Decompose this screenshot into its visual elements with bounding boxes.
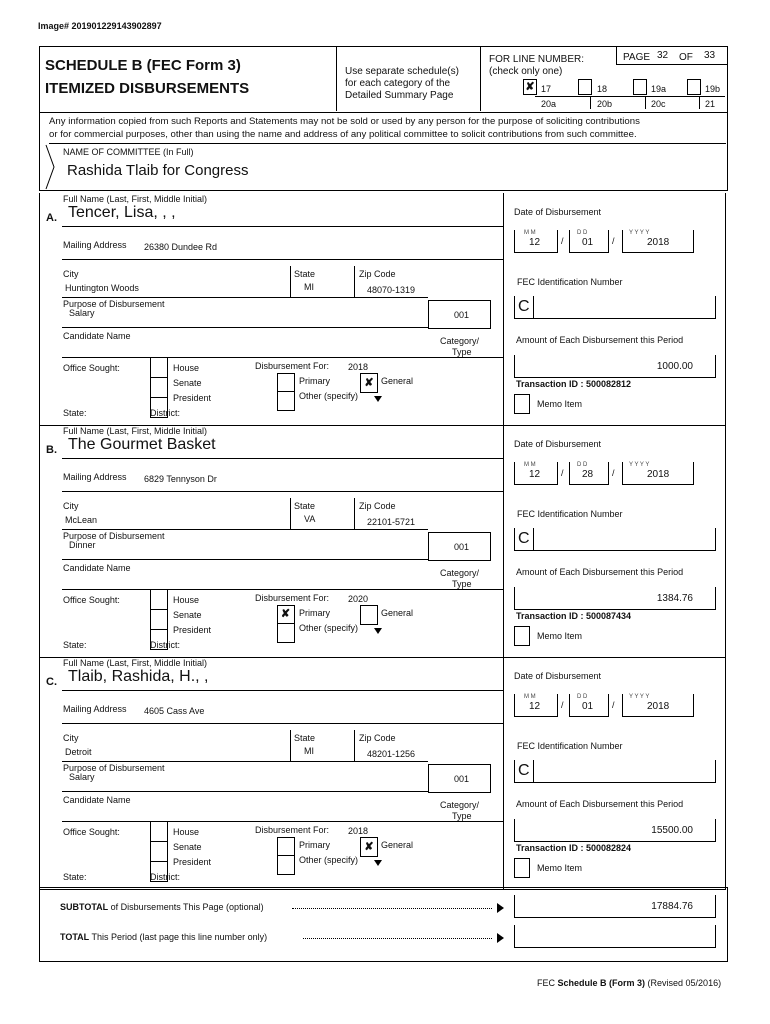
other-specify-label: Other (specify) [299, 623, 359, 633]
state: MI [304, 282, 314, 292]
full-name-label: Full Name (Last, First, Middle Initial) [63, 194, 208, 204]
dropdown-arrow-icon[interactable] [374, 860, 382, 866]
other-checkbox[interactable] [278, 392, 293, 409]
president-label: President [173, 393, 212, 403]
year-hint: Y Y Y Y [629, 230, 650, 236]
subtotal-value: 17884.76 [651, 901, 693, 912]
payee-name: Tencer, Lisa, , , [68, 204, 176, 221]
year-hint: Y Y Y Y [629, 462, 650, 468]
day-hint: D D [577, 462, 588, 468]
line-19a-label: 19a [651, 84, 667, 94]
house-checkbox[interactable] [150, 822, 167, 841]
disbursement-for-label: Disbursement For: [255, 593, 330, 603]
district-field-label: District: [150, 408, 180, 418]
month: 12 [529, 469, 541, 480]
primary-label: Primary [299, 840, 330, 850]
mailing-address: 6829 Tennyson Dr [144, 474, 217, 484]
line-19a-checkbox[interactable] [633, 79, 647, 95]
category-field[interactable] [428, 532, 491, 561]
general-label: General [381, 376, 414, 386]
zip: 48201-1256 [367, 749, 416, 759]
day: 01 [582, 701, 594, 712]
line-19b-checkbox[interactable] [687, 79, 701, 95]
month-field[interactable] [514, 462, 558, 485]
page-number: 32 [657, 50, 669, 61]
zip: 22101-5721 [367, 517, 416, 527]
state-field-label: State: [63, 872, 87, 882]
office-sought-label: Office Sought: [63, 363, 120, 373]
primary-label: Primary [299, 376, 330, 386]
primary-checkbox[interactable]: ✘ [280, 608, 291, 620]
city-label: City [63, 501, 79, 511]
zip-label: Zip Code [359, 269, 396, 279]
committee-label: NAME OF COMMITTEE (In Full) [63, 147, 194, 157]
entry-letter: C. [46, 676, 57, 688]
day-field[interactable] [569, 462, 609, 485]
senate-label: Senate [173, 842, 202, 852]
category-type-label-1: Category/ [440, 568, 480, 578]
state-label: State [294, 733, 316, 743]
general-label: General [381, 608, 414, 618]
category-code: 001 [454, 310, 470, 320]
mailing-address-label: Mailing Address [63, 472, 127, 482]
general-checkbox[interactable]: ✘ [360, 837, 378, 857]
other-checkbox[interactable] [278, 856, 293, 873]
city-label: City [63, 733, 79, 743]
line-21-label: 21 [705, 99, 716, 109]
year: 2018 [647, 469, 670, 480]
amount: 1384.76 [656, 593, 693, 604]
month-hint: M M [524, 694, 536, 700]
state-field-label: State: [63, 640, 87, 650]
category-type-label-1: Category/ [440, 800, 480, 810]
amount-field[interactable] [514, 355, 716, 378]
page-label: PAGE [623, 52, 651, 63]
fec-id-field[interactable] [514, 296, 716, 319]
senate-checkbox[interactable] [150, 842, 167, 861]
purpose: Salary [69, 308, 95, 318]
election-year: 2020 [348, 594, 369, 604]
subtotal-arrow-icon [497, 903, 504, 913]
memo-item-label: Memo Item [537, 863, 583, 873]
house-label: House [173, 363, 200, 373]
president-label: President [173, 857, 212, 867]
day: 28 [582, 469, 594, 480]
candidate-name-label: Candidate Name [63, 795, 131, 805]
amount-field[interactable] [514, 587, 716, 610]
state-label: State [294, 501, 316, 511]
fec-id: C [518, 762, 530, 779]
form-title: SCHEDULE B (FEC Form 3) [45, 57, 241, 74]
notice-line-1: Any information copied from such Reports and Statements may not be sold or used by any person for the purpose of soliciting contributions [49, 116, 640, 127]
month-field[interactable] [514, 694, 558, 717]
category-type-label-2: Type [452, 347, 472, 357]
mailing-address: 26380 Dundee Rd [144, 242, 218, 252]
amount-field[interactable] [514, 819, 716, 842]
fec-id-label: FEC Identification Number [517, 741, 623, 751]
house-label: House [173, 827, 200, 837]
election-year: 2018 [348, 362, 369, 372]
state-label: State [294, 269, 316, 279]
line-17-label: 17 [541, 84, 552, 94]
candidate-name-label: Candidate Name [63, 563, 131, 573]
subtotal-label: SUBTOTAL of Disbursements This Page (optional) [60, 902, 264, 912]
line-20c-label: 20c [651, 99, 666, 109]
category-type-label-2: Type [452, 811, 472, 821]
office-sought-label: Office Sought: [63, 827, 120, 837]
date-slash: / [561, 468, 564, 478]
district-field-label: District: [150, 640, 180, 650]
instruction-line-3: Detailed Summary Page [345, 90, 454, 101]
month: 12 [529, 237, 541, 248]
image-id: Image# 201901229143902897 [38, 21, 162, 31]
line-17-checkbox[interactable]: ✘ [523, 79, 537, 95]
senate-checkbox[interactable] [150, 610, 167, 629]
full-name-label: Full Name (Last, First, Middle Initial) [63, 426, 208, 436]
memo-item-label: Memo Item [537, 399, 583, 409]
date-slash: / [612, 236, 615, 246]
month-field[interactable] [514, 230, 558, 253]
memo-item-checkbox[interactable] [514, 858, 530, 878]
other-checkbox[interactable] [278, 624, 293, 641]
purpose: Salary [69, 772, 95, 782]
day-hint: D D [577, 230, 588, 236]
district-field-label: District: [150, 872, 180, 882]
amount-label: Amount of Each Disbursement this Period [516, 335, 684, 345]
zip-label: Zip Code [359, 733, 396, 743]
amount-label: Amount of Each Disbursement this Period [516, 567, 684, 577]
fec-id-field[interactable] [514, 528, 716, 551]
city: McLean [65, 515, 98, 525]
fec-id-field[interactable] [514, 760, 716, 783]
total-label: TOTAL This Period (last page this line number only) [60, 932, 268, 942]
date-label: Date of Disbursement [514, 671, 602, 681]
candidate-name-label: Candidate Name [63, 331, 131, 341]
total-arrow-icon [497, 933, 504, 943]
house-checkbox[interactable] [150, 358, 167, 377]
fec-id: C [518, 530, 530, 547]
category-field[interactable] [428, 300, 491, 329]
form-subtitle: ITEMIZED DISBURSEMENTS [45, 80, 250, 97]
day: 01 [582, 237, 594, 248]
date-label: Date of Disbursement [514, 207, 602, 217]
notice-line-2: or for commercial purposes, other than using the name and address of any political committee to solicit contributions from such committee. [49, 129, 637, 140]
election-year: 2018 [348, 826, 369, 836]
date-slash: / [612, 700, 615, 710]
payee-name: The Gourmet Basket [68, 436, 216, 453]
mailing-address-label: Mailing Address [63, 704, 127, 714]
subtotal-field[interactable] [514, 895, 716, 918]
line-19b-label: 19b [705, 84, 721, 94]
year-field[interactable] [622, 694, 694, 717]
city: Huntington Woods [65, 283, 139, 293]
purpose-label: Purpose of Disbursement [63, 763, 165, 773]
payee-name: Tlaib, Rashida, H., , [68, 668, 209, 685]
date-slash: / [612, 468, 615, 478]
day-field[interactable] [569, 230, 609, 253]
month: 12 [529, 701, 541, 712]
purpose: Dinner [69, 540, 96, 550]
state: MI [304, 746, 314, 756]
full-name-label: Full Name (Last, First, Middle Initial) [63, 658, 208, 668]
year-field[interactable] [622, 230, 694, 253]
transaction-id: Transaction ID : 500087434 [516, 611, 632, 621]
dropdown-arrow-icon[interactable] [374, 396, 382, 402]
year: 2018 [647, 237, 670, 248]
year-field[interactable] [622, 462, 694, 485]
general-checkbox[interactable]: ✘ [360, 373, 378, 393]
memo-item-checkbox[interactable] [514, 626, 530, 646]
other-specify-label: Other (specify) [299, 855, 359, 865]
senate-checkbox[interactable] [150, 378, 167, 397]
committee-bracket-icon [42, 143, 64, 191]
general-label: General [381, 840, 414, 850]
memo-item-label: Memo Item [537, 631, 583, 641]
for-line-label: FOR LINE NUMBER: [489, 54, 585, 65]
fec-id-label: FEC Identification Number [517, 277, 623, 287]
page-total: 33 [704, 50, 716, 61]
mailing-address: 4605 Cass Ave [144, 706, 205, 716]
month-hint: M M [524, 462, 536, 468]
senate-label: Senate [173, 378, 202, 388]
category-type-label-1: Category/ [440, 336, 480, 346]
other-specify-label: Other (specify) [299, 391, 359, 401]
day-hint: D D [577, 694, 588, 700]
purpose-label: Purpose of Disbursement [63, 531, 165, 541]
transaction-id: Transaction ID : 500082812 [516, 379, 632, 389]
year: 2018 [647, 701, 670, 712]
mailing-address-label: Mailing Address [63, 240, 127, 250]
of-label: OF [679, 52, 693, 63]
line-18-checkbox[interactable] [578, 79, 592, 95]
line-18-label: 18 [597, 84, 608, 94]
date-slash: / [561, 236, 564, 246]
house-label: House [173, 595, 200, 605]
check-only-one: (check only one) [489, 66, 563, 77]
category-code: 001 [454, 774, 470, 784]
memo-item-checkbox[interactable] [514, 394, 530, 414]
instruction-line-1: Use separate schedule(s) [345, 66, 459, 77]
fec-id: C [518, 298, 530, 315]
disbursement-for-label: Disbursement For: [255, 825, 330, 835]
category-type-label-2: Type [452, 579, 472, 589]
disbursement-for-label: Disbursement For: [255, 361, 330, 371]
year-hint: Y Y Y Y [629, 694, 650, 700]
primary-label: Primary [299, 608, 330, 618]
transaction-id: Transaction ID : 500082824 [516, 843, 632, 853]
city-label: City [63, 269, 79, 279]
general-checkbox[interactable] [360, 605, 378, 625]
zip-label: Zip Code [359, 501, 396, 511]
city: Detroit [65, 747, 92, 757]
date-slash: / [561, 700, 564, 710]
amount: 15500.00 [651, 825, 693, 836]
day-field[interactable] [569, 694, 609, 717]
amount: 1000.00 [656, 361, 693, 372]
dropdown-arrow-icon[interactable] [374, 628, 382, 634]
state: VA [304, 514, 316, 524]
date-label: Date of Disbursement [514, 439, 602, 449]
fec-id-label: FEC Identification Number [517, 509, 623, 519]
purpose-label: Purpose of Disbursement [63, 299, 165, 309]
zip: 48070-1319 [367, 285, 416, 295]
form-footer: FEC Schedule B (Form 3) (Revised 05/2016) [537, 978, 722, 988]
committee-name: Rashida Tlaib for Congress [67, 162, 249, 179]
entry-letter: A. [46, 212, 57, 224]
office-sought-label: Office Sought: [63, 595, 120, 605]
house-checkbox[interactable] [150, 590, 167, 609]
state-field-label: State: [63, 408, 87, 418]
instruction-line-2: for each category of the [345, 78, 451, 89]
line-20b-label: 20b [597, 99, 613, 109]
primary-checkbox[interactable] [278, 374, 293, 391]
senate-label: Senate [173, 610, 202, 620]
primary-checkbox[interactable] [278, 838, 293, 855]
president-label: President [173, 625, 212, 635]
amount-label: Amount of Each Disbursement this Period [516, 799, 684, 809]
line-20a-label: 20a [541, 99, 557, 109]
month-hint: M M [524, 230, 536, 236]
entry-letter: B. [46, 444, 57, 456]
category-code: 001 [454, 542, 470, 552]
total-field[interactable] [514, 925, 716, 948]
category-field[interactable] [428, 764, 491, 793]
